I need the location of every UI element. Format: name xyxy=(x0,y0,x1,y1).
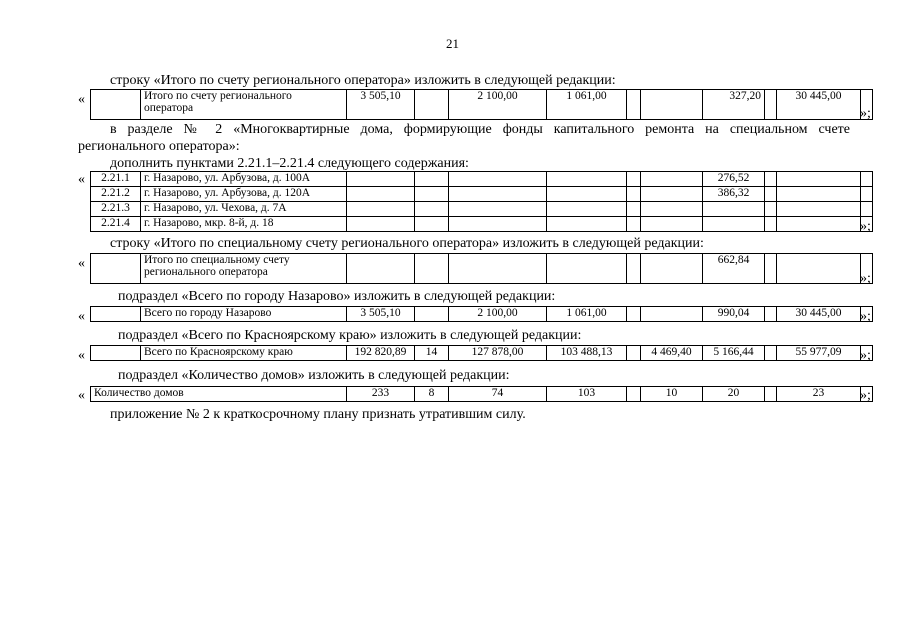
paragraph-2: в разделе № 2 «Многоквартирные дома, формирующие фонды капитального ремонта на специальном счете xyxy=(110,122,850,137)
cell-address: г. Назарово, ул. Арбузова, д. 120А xyxy=(141,187,347,202)
cell-value: 20 xyxy=(703,387,765,402)
cell-value: 327,20 xyxy=(703,90,765,120)
table-new-items xyxy=(90,171,873,232)
close-quote-1: »; xyxy=(860,106,871,121)
cell-value: 8 xyxy=(415,387,449,402)
table-row xyxy=(91,172,873,187)
cell-name: Итого по специальному счету регионального оператора xyxy=(141,254,347,284)
cell-value: 30 445,00 xyxy=(777,307,861,322)
close-quote-4: »; xyxy=(860,309,871,324)
close-quote-2: »; xyxy=(860,219,871,234)
close-quote-5: »; xyxy=(860,348,871,363)
table-total-special xyxy=(90,253,873,284)
cell-value: 662,84 xyxy=(703,254,765,284)
open-quote-4: « xyxy=(78,309,85,324)
open-quote-6: « xyxy=(78,388,85,403)
cell-value: 192 820,89 xyxy=(347,346,415,361)
cell-value: 1 061,00 xyxy=(547,307,627,322)
table-total-regional xyxy=(90,89,873,120)
paragraph-6: подраздел «Всего по Красноярскому краю» изложить в следующей редакции: xyxy=(118,328,582,343)
cell-value: 103 xyxy=(547,387,627,402)
cell-empty xyxy=(627,90,641,120)
paragraph-1: строку «Итого по счету регионального оператора» изложить в следующей редакции: xyxy=(110,73,616,88)
cell-value xyxy=(703,217,765,232)
open-quote-2: « xyxy=(78,172,85,187)
cell-value: 23 xyxy=(777,387,861,402)
cell-num: 2.21.3 xyxy=(91,202,141,217)
cell-value: 2 100,00 xyxy=(449,307,547,322)
paragraph-4: строку «Итого по специальному счету регионального оператора» изложить в следующей редакции: xyxy=(110,236,704,251)
table-total-krasnoyarsk xyxy=(90,345,873,361)
close-quote-6: »; xyxy=(860,388,871,403)
cell-value: 276,52 xyxy=(703,172,765,187)
cell-value: 30 445,00 xyxy=(777,90,861,120)
cell-value: 2 100,00 xyxy=(449,90,547,120)
cell-value: 233 xyxy=(347,387,415,402)
cell-value xyxy=(703,202,765,217)
cell-num: 2.21.1 xyxy=(91,172,141,187)
cell-name: Итого по счету регионального оператора xyxy=(141,90,347,120)
open-quote-3: « xyxy=(78,256,85,271)
cell-value: 14 xyxy=(415,346,449,361)
open-quote-5: « xyxy=(78,348,85,363)
table-house-count xyxy=(90,386,873,402)
cell-num: 2.21.4 xyxy=(91,217,141,232)
paragraph-8: приложение № 2 к краткосрочному плану признать утратившим силу. xyxy=(110,407,526,422)
table-row xyxy=(91,202,873,217)
cell-name: Всего по городу Назарово xyxy=(141,307,347,322)
cell-num: 2.21.2 xyxy=(91,187,141,202)
cell-value: 5 166,44 xyxy=(703,346,765,361)
cell-value: 3 505,10 xyxy=(347,90,415,120)
paragraph-3: дополнить пунктами 2.21.1–2.21.4 следующего содержания: xyxy=(110,156,469,171)
cell-value: 3 505,10 xyxy=(347,307,415,322)
open-quote-1: « xyxy=(78,92,85,107)
paragraph-2-cont: регионального оператора»: xyxy=(78,139,240,154)
cell-value: 1 061,00 xyxy=(547,90,627,120)
cell-value: 74 xyxy=(449,387,547,402)
cell-value: 10 xyxy=(641,387,703,402)
table-row xyxy=(91,217,873,232)
cell-value: 55 977,09 xyxy=(777,346,861,361)
cell-value: 990,04 xyxy=(703,307,765,322)
paragraph-5: подраздел «Всего по городу Назарово» изложить в следующей редакции: xyxy=(118,289,556,304)
cell-address: г. Назарово, ул. Арбузова, д. 100А xyxy=(141,172,347,187)
cell-value: 4 469,40 xyxy=(641,346,703,361)
paragraph-7: подраздел «Количество домов» изложить в следующей редакции: xyxy=(118,368,510,383)
page-number: 21 xyxy=(446,36,459,51)
table-row xyxy=(91,187,873,202)
cell-name: Всего по Красноярскому краю xyxy=(141,346,347,361)
cell-value: 127 878,00 xyxy=(449,346,547,361)
cell-value xyxy=(765,90,777,120)
cell-value: 103 488,13 xyxy=(547,346,627,361)
table-total-nazarovo xyxy=(90,306,873,322)
cell-value xyxy=(415,90,449,120)
cell-value xyxy=(641,90,703,120)
cell-value: 386,32 xyxy=(703,187,765,202)
close-quote-3: »; xyxy=(860,271,871,286)
cell-address: г. Назарово, ул. Чехова, д. 7А xyxy=(141,202,347,217)
cell-num xyxy=(91,90,141,120)
cell-address: г. Назарово, мкр. 8-й, д. 18 xyxy=(141,217,347,232)
cell-name: Количество домов xyxy=(91,387,347,402)
